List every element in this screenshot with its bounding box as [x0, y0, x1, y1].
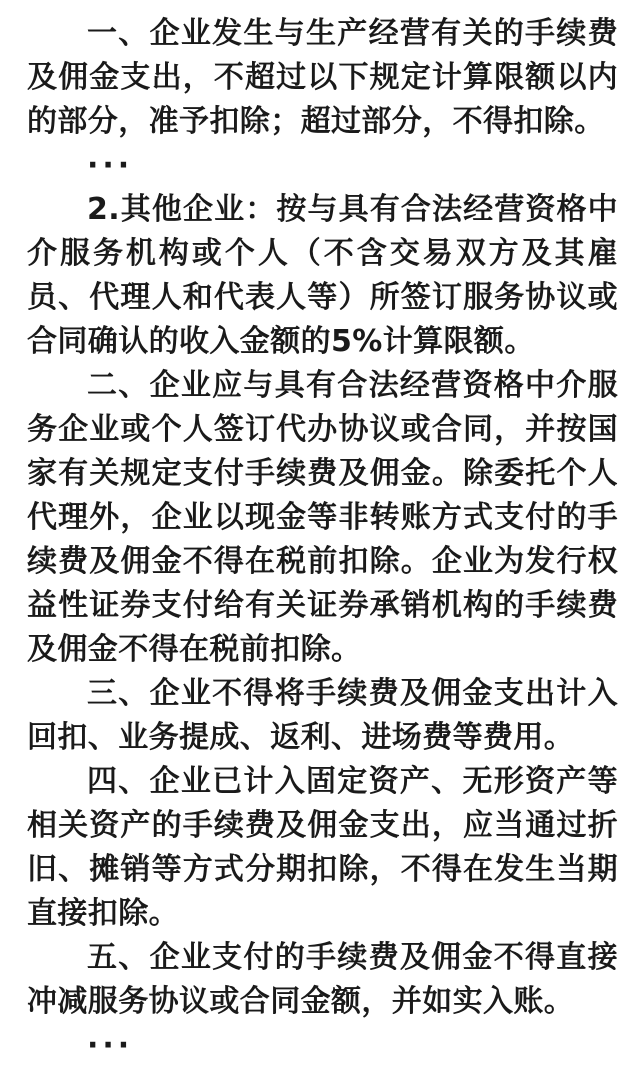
ellipsis-2: ··· — [87, 1028, 134, 1063]
paragraph-3: 二、企业应与具有合法经营资格中介服务企业或个人签订代办协议或合同，并按国家有关规定支付手续费及佣金。除委托个人代理外，企业以现金等非转账方式支付的手续费及佣金不得在税前扣除。企业为发行权益性证券支付给有关证券承销机构的手续费及佣金不得在税前扣除。 — [27, 368, 618, 667]
paragraph-4: 三、企业不得将手续费及佣金支出计入回扣、业务提成、返利、进场费等费用。 — [27, 676, 618, 755]
paragraph-2: 2.其他企业：按与具有合法经营资格中介服务机构或个人（不含交易双方及其雇员、代理人和代表人等）所签订服务协议或合同确认的收入金额的5%计算限额。 — [27, 192, 618, 359]
paragraph-6: 五、企业支付的手续费及佣金不得直接冲减服务协议或合同金额，并如实入账。 — [27, 940, 618, 1019]
paragraph-1: 一、企业发生与生产经营有关的手续费及佣金支出，不超过以下规定计算限额以内的部分，准予扣除；超过部分，不得扣除。 — [27, 16, 618, 139]
paragraph-5: 四、企业已计入固定资产、无形资产等相关资产的手续费及佣金支出，应当通过折旧、摊销等方式分期扣除，不得在发生当期直接扣除。 — [27, 764, 618, 931]
ellipsis-1: ··· — [87, 148, 134, 183]
